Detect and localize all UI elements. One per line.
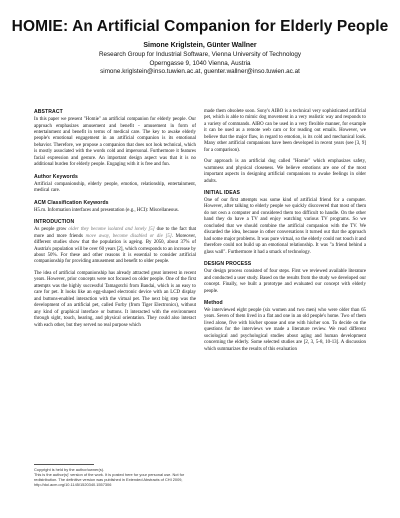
right-column — [204, 109, 366, 358]
intro-text-end: . Moreover, different studies show that the population is ageing. By 2050, about 37% of Austria's population will be over 60 years [2], which corresponds to an increase by about 50%. For these and other reasons it is essential to consider artificial companionship for providing amusement and benefit to older people. — [34, 233, 196, 265]
intro-text-mid: due to the fact that more and more friends — [34, 227, 196, 239]
abstract-text: In this paper we present "Homie" an artificial companion for elderly people. Our approach emphasizes amusement and benefit - amusement in form of entertainment and benefit in terms of medical care. The key to awake elderly people's emotional engagement in an artificial companion is its emotional behavior. Therefore, we propose a companion that does not look technical, which is mostly associated with the words cold and impersonal. Furthermore it features facial expression and gesture. An important design aspect was that it is no additional burden for elderly people. Engaging with it is free and fun. — [34, 117, 196, 168]
abstract-heading: ABSTRACT — [34, 109, 63, 115]
initial-ideas-heading: INITIAL IDEAS — [204, 189, 241, 196]
acm-heading: ACM Classification Keywords — [34, 199, 109, 206]
paper-authors: Simone Kriglstein, Günter Wallner — [143, 42, 257, 49]
design-process-text: Our design process consisted of four steps. First we reviewed available literature and conducted a user study. Based on the results from the study we developed our concept. Finally, we built a prototype and evaluated our concept with elderly people. — [204, 269, 366, 294]
design-process-heading: DESIGN PROCESS — [204, 261, 252, 268]
right-paragraph-2: Our approach is an artificial dog called "Homie" which emphasizes safety, warmness and physical closeness. We believe emotions are one of the most important aspects in designing artificial companions to awake feelings in older adults. — [204, 159, 366, 184]
affiliation-line-2: Operngasse 9, 1040 Vienna, Austria — [149, 59, 251, 67]
introduction-paragraph-2: The idea of artificial companionship has already attracted great interest in recent years. However, prior concepts were not focused on older people. One of the first attempts was the highly successful Tamagotchi from Bandai, which is an easy to care for pet. It looks like an egg-shaped electronic device with an LCD display and buttons-enabled interaction with the virtual pet. The next big step was the development of an artificial pet, called Furby (from Tiger Electronics), without any kind of graphical interface or buttons. It interacted with the environment through sight, touch, hearing, and physical orientation. They could also interact with each other, but they served no real purpose which — [34, 270, 196, 328]
intro-highlight-2: move away, become disabled or die [5] — [85, 233, 172, 239]
initial-ideas-text: One of our first attempts was some kind of artificial friend for a computer. However, after talking to elderly people we quickly discovered that most of them do not own a computer and considered them too difficult to handle. On the other hand they do have a TV and enjoy watching various TV programs. So we concluded that we should combine the artificial companion with the TV. We discarded the idea, because in other conversations it turned out that the approach had some major problems. It was pure virtual, so the elderly could not touch it and therefore could not build up an emotional relationship. It was "a friend behind a glass wall". Furthermore it had a smack of technology. — [204, 198, 366, 255]
method-text: We interviewed eight people (six women and two men) who were older than 65 years. Seven of them lived in a flat and one in an old people's home. Two of them lived alone, five with his/her spouse and one with his/her son. To decide on the questions for the interviews we made a literature review. We read different sociological and psychological studies about aging and human development concerning the elderly. Some selected studies are [2, 3, 5-8, 10-13]. A discussion which summarizes the results of this evaluation — [204, 308, 366, 352]
right-paragraph-1: made them obsolete soon. Sony's AIBO is a technical very sophisticated artificial pet, which is able to mimic dog movement in a very realistic way and responds to a variety of commands. AIBO can be used in a very flexible manner, for example it can be used as a remote web cam or for reading out emails. However, we believe that the major flaw, in regard to emotion, is its cold and mechanical look. Many other artificial companions have been developed in recent years (see [3, 9] for a comparison). — [204, 109, 366, 153]
keywords-heading: Author Keywords — [34, 173, 78, 180]
intro-text-start: As people grow — [34, 227, 69, 233]
author-emails: simone.kriglstein@inso.tuwien.ac.at, guenter.wallner@inso.tuwien.ac.at — [100, 68, 300, 75]
copyright-line-1: Copyright is held by the author/owner(s). — [34, 467, 105, 472]
acm-text: H5.m. Information interfaces and presentation (e.g., HCI): Miscellaneous. — [34, 207, 179, 213]
intro-highlight-1: older they become isolated and lonely [5] — [68, 227, 155, 233]
footnote-separator — [34, 464, 94, 465]
paper-title: HOMIE: An Artificial Companion for Elderly People — [11, 18, 389, 35]
keywords-text: Artificial companionship, elderly people, emotion, relationship, entertainment, medical care. — [34, 181, 196, 194]
copyright-doi-link[interactable]: http://doi.acm.org/10.1145/1520340.1557306 — [34, 481, 112, 487]
copyright-line-2: This is the author(s)' version of the work. It is posted here for your personal use. Not for redistribution. The definitive version was published in Extended Abstracts of CHI 2009, — [34, 471, 185, 482]
affiliation-line-1: Research Group for Industrial Software, Vienna University of Technology — [98, 51, 302, 58]
copyright-notice — [34, 468, 196, 488]
left-column — [34, 109, 196, 334]
introduction-heading: INTRODUCTION — [34, 219, 75, 226]
method-heading: Method — [204, 299, 223, 306]
introduction-paragraph-1 — [34, 227, 196, 266]
